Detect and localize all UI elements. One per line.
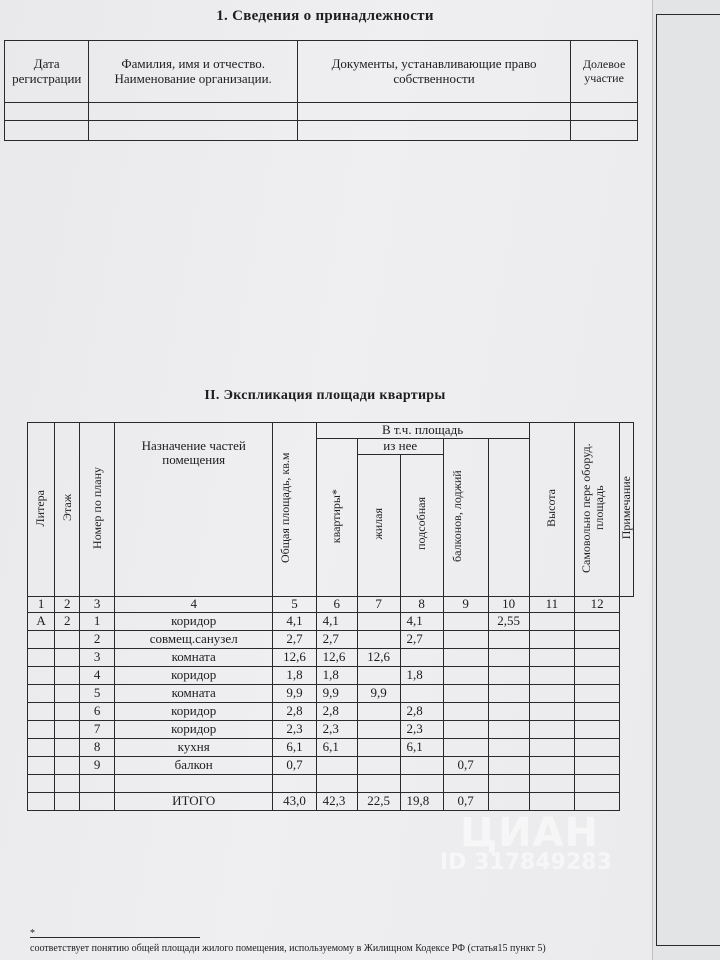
- cell-kvartiry: [316, 775, 357, 793]
- cell-vysota: [488, 667, 529, 685]
- cell-naznachenie: коридор: [114, 667, 272, 685]
- cell-nomer: 5: [80, 685, 115, 703]
- header-vysota: Высота: [529, 423, 575, 597]
- table-row: [28, 721, 634, 739]
- header-obshaya: Общая площадь, кв.м: [273, 423, 316, 597]
- cell-kvartiry: 2,3: [316, 721, 357, 739]
- section-2-title: II. Экспликация площади квартиры: [204, 388, 446, 403]
- col-number: 8: [400, 597, 443, 613]
- header-iz-nee: из нее: [357, 439, 443, 455]
- cell-vysota: [488, 649, 529, 667]
- cell-etazh: [55, 721, 80, 739]
- header-naznachenie: Назначение частей помещения: [114, 423, 272, 597]
- cell-balkonov: 0,7: [443, 757, 488, 775]
- table-row: [28, 703, 634, 721]
- cell-obshaya: 2,7: [273, 631, 316, 649]
- cell-litera: [28, 631, 55, 649]
- cell-balkonov: [443, 703, 488, 721]
- cell-primechanie: [575, 775, 619, 793]
- cell-primechanie: [575, 703, 619, 721]
- table-row: [28, 775, 634, 793]
- cell-zhilaya: [357, 667, 400, 685]
- cell-nomer: 6: [80, 703, 115, 721]
- header-zhilaya: жилая: [357, 455, 400, 597]
- cell-primechanie: [575, 757, 619, 775]
- cell-zhilaya: [357, 613, 400, 631]
- cell-obshaya: 2,8: [273, 703, 316, 721]
- cell-obshaya: 0,7: [273, 757, 316, 775]
- cell-naznachenie: ИТОГО: [114, 793, 272, 811]
- header-date: Дата регистрации: [5, 41, 89, 103]
- cell-balkonov: [443, 649, 488, 667]
- cell-podsobnaya: [400, 757, 443, 775]
- cell-naznachenie: коридор: [114, 613, 272, 631]
- empty-cell: [5, 121, 89, 141]
- col-number: 9: [443, 597, 488, 613]
- cell-etazh: [55, 667, 80, 685]
- cell-nomer: 1: [80, 613, 115, 631]
- cell-obshaya: 6,1: [273, 739, 316, 757]
- cell-zhilaya: [357, 703, 400, 721]
- table-row: [28, 631, 634, 649]
- cell-samovolno: [529, 613, 575, 631]
- cell-litera: [28, 703, 55, 721]
- header-share: Долевое участие: [571, 41, 638, 103]
- cell-nomer: [80, 775, 115, 793]
- cell-litera: [28, 685, 55, 703]
- cell-litera: [28, 649, 55, 667]
- cell-zhilaya: [357, 757, 400, 775]
- cell-primechanie: [575, 793, 619, 811]
- cell-podsobnaya: [400, 685, 443, 703]
- cell-obshaya: [273, 775, 316, 793]
- cell-samovolno: [529, 649, 575, 667]
- header-etazh: Этаж: [55, 423, 80, 597]
- cell-kvartiry: 2,8: [316, 703, 357, 721]
- cell-zhilaya: 22,5: [357, 793, 400, 811]
- cell-naznachenie: комната: [114, 685, 272, 703]
- cell-kvartiry: 12,6: [316, 649, 357, 667]
- cell-kvartiry: [316, 757, 357, 775]
- cell-obshaya: 9,9: [273, 685, 316, 703]
- cell-obshaya: 1,8: [273, 667, 316, 685]
- cell-samovolno: [529, 793, 575, 811]
- cell-podsobnaya: [400, 649, 443, 667]
- cell-samovolno: [529, 757, 575, 775]
- header-owner: Фамилия, имя и отчество. Наименование организации.: [89, 41, 297, 103]
- col-number: 2: [55, 597, 80, 613]
- cell-etazh: [55, 703, 80, 721]
- col-number: 5: [273, 597, 316, 613]
- total-row: [28, 793, 634, 811]
- cell-vysota: [488, 721, 529, 739]
- cell-vysota: [488, 631, 529, 649]
- cell-etazh: [55, 631, 80, 649]
- cell-etazh: [55, 757, 80, 775]
- adjacent-page-frame: [656, 14, 720, 946]
- cell-kvartiry: 1,8: [316, 667, 357, 685]
- cell-etazh: [55, 793, 80, 811]
- cell-primechanie: [575, 667, 619, 685]
- cell-balkonov: [443, 775, 488, 793]
- cell-kvartiry: 6,1: [316, 739, 357, 757]
- cell-nomer: 8: [80, 739, 115, 757]
- cell-podsobnaya: 4,1: [400, 613, 443, 631]
- cell-samovolno: [529, 721, 575, 739]
- empty-cell: [89, 121, 297, 141]
- empty-cell: [571, 121, 638, 141]
- cell-vysota: [488, 775, 529, 793]
- cell-obshaya: 43,0: [273, 793, 316, 811]
- cell-samovolno: [529, 739, 575, 757]
- cell-primechanie: [575, 649, 619, 667]
- header-samovolno: Самовольно пере оборуд. площадь: [575, 423, 619, 597]
- table-row: [28, 739, 634, 757]
- cell-vysota: [488, 757, 529, 775]
- cell-vysota: [488, 739, 529, 757]
- cell-etazh: 2: [55, 613, 80, 631]
- header-documents: Документы, устанавливающие право собственности: [297, 41, 570, 103]
- column-number-row: [28, 597, 634, 613]
- header-litera: Литера: [28, 423, 55, 597]
- cell-podsobnaya: 19,8: [400, 793, 443, 811]
- col-number: 7: [357, 597, 400, 613]
- cell-etazh: [55, 685, 80, 703]
- cell-zhilaya: [357, 721, 400, 739]
- col-number: 1: [28, 597, 55, 613]
- cell-zhilaya: 12,6: [357, 649, 400, 667]
- cell-obshaya: 2,3: [273, 721, 316, 739]
- cell-etazh: [55, 775, 80, 793]
- empty-cell: [571, 103, 638, 121]
- col-number: 6: [316, 597, 357, 613]
- header-nomer: Номер по плану: [80, 423, 115, 597]
- cell-litera: [28, 739, 55, 757]
- col-number: 3: [80, 597, 115, 613]
- header-balkonov: балконов, лоджий: [443, 439, 488, 597]
- footnote-text: соответствует понятию общей площади жилого помещения, используемому в Жилищном Кодексе РФ (статья15 пункт 5): [30, 943, 546, 954]
- col-number: 10: [488, 597, 529, 613]
- cell-litera: А: [28, 613, 55, 631]
- cell-nomer: 7: [80, 721, 115, 739]
- cell-etazh: [55, 739, 80, 757]
- cell-balkonov: [443, 613, 488, 631]
- cell-vysota: [488, 793, 529, 811]
- cell-balkonov: [443, 631, 488, 649]
- empty-cell: [297, 103, 570, 121]
- table-row: [28, 757, 634, 775]
- cell-primechanie: [575, 721, 619, 739]
- cell-samovolno: [529, 703, 575, 721]
- cell-primechanie: [575, 739, 619, 757]
- header-kvartiry: квартиры*: [316, 439, 357, 597]
- cell-samovolno: [529, 667, 575, 685]
- cell-nomer: 9: [80, 757, 115, 775]
- explication-table: [27, 422, 634, 811]
- cell-zhilaya: [357, 739, 400, 757]
- footnote-divider: [30, 937, 200, 938]
- cell-naznachenie: совмещ.санузел: [114, 631, 272, 649]
- data-rows: [28, 613, 634, 811]
- watermark-id: ID 317849283: [440, 850, 612, 875]
- cell-naznachenie: комната: [114, 649, 272, 667]
- cell-naznachenie: [114, 775, 272, 793]
- cell-podsobnaya: 6,1: [400, 739, 443, 757]
- cell-vysota: 2,55: [488, 613, 529, 631]
- footnote-star: *: [30, 928, 35, 939]
- table-row: [28, 667, 634, 685]
- table-row: [28, 613, 634, 631]
- col-number: 12: [575, 597, 619, 613]
- cell-naznachenie: коридор: [114, 721, 272, 739]
- cell-samovolno: [529, 685, 575, 703]
- cell-etazh: [55, 649, 80, 667]
- cell-podsobnaya: 2,3: [400, 721, 443, 739]
- cell-primechanie: [575, 613, 619, 631]
- cell-kvartiry: 9,9: [316, 685, 357, 703]
- header-blank: [488, 439, 529, 597]
- cell-obshaya: 4,1: [273, 613, 316, 631]
- cell-balkonov: [443, 721, 488, 739]
- cell-litera: [28, 757, 55, 775]
- cell-naznachenie: коридор: [114, 703, 272, 721]
- ownership-table: [4, 40, 638, 141]
- cell-balkonov: [443, 667, 488, 685]
- cell-nomer: 3: [80, 649, 115, 667]
- section-1-title: 1. Сведения о принадлежности: [216, 8, 434, 24]
- cell-kvartiry: 42,3: [316, 793, 357, 811]
- cell-kvartiry: 2,7: [316, 631, 357, 649]
- cell-kvartiry: 4,1: [316, 613, 357, 631]
- cell-nomer: 4: [80, 667, 115, 685]
- cell-balkonov: [443, 685, 488, 703]
- cell-litera: [28, 793, 55, 811]
- table-row: [28, 685, 634, 703]
- cell-podsobnaya: 2,7: [400, 631, 443, 649]
- header-podsobnaya: подсобная: [400, 455, 443, 597]
- cell-litera: [28, 775, 55, 793]
- cell-nomer: 2: [80, 631, 115, 649]
- cell-zhilaya: [357, 775, 400, 793]
- header-primechanie: Примечание: [619, 423, 633, 597]
- col-number: 11: [529, 597, 575, 613]
- header-vtch: В т.ч. площадь: [316, 423, 529, 439]
- empty-cell: [297, 121, 570, 141]
- cell-balkonov: [443, 739, 488, 757]
- cell-primechanie: [575, 631, 619, 649]
- cell-podsobnaya: 1,8: [400, 667, 443, 685]
- cell-primechanie: [575, 685, 619, 703]
- cell-naznachenie: кухня: [114, 739, 272, 757]
- watermark-brand: ЦИАН: [460, 810, 600, 856]
- cell-zhilaya: 9,9: [357, 685, 400, 703]
- col-number: 4: [114, 597, 272, 613]
- cell-litera: [28, 721, 55, 739]
- cell-podsobnaya: [400, 775, 443, 793]
- cell-obshaya: 12,6: [273, 649, 316, 667]
- empty-cell: [5, 103, 89, 121]
- cell-litera: [28, 667, 55, 685]
- cell-naznachenie: балкон: [114, 757, 272, 775]
- empty-cell: [89, 103, 297, 121]
- cell-nomer: [80, 793, 115, 811]
- cell-podsobnaya: 2,8: [400, 703, 443, 721]
- table-row: [28, 649, 634, 667]
- cell-vysota: [488, 703, 529, 721]
- cell-zhilaya: [357, 631, 400, 649]
- cell-vysota: [488, 685, 529, 703]
- cell-balkonov: 0,7: [443, 793, 488, 811]
- cell-samovolno: [529, 631, 575, 649]
- cell-samovolno: [529, 775, 575, 793]
